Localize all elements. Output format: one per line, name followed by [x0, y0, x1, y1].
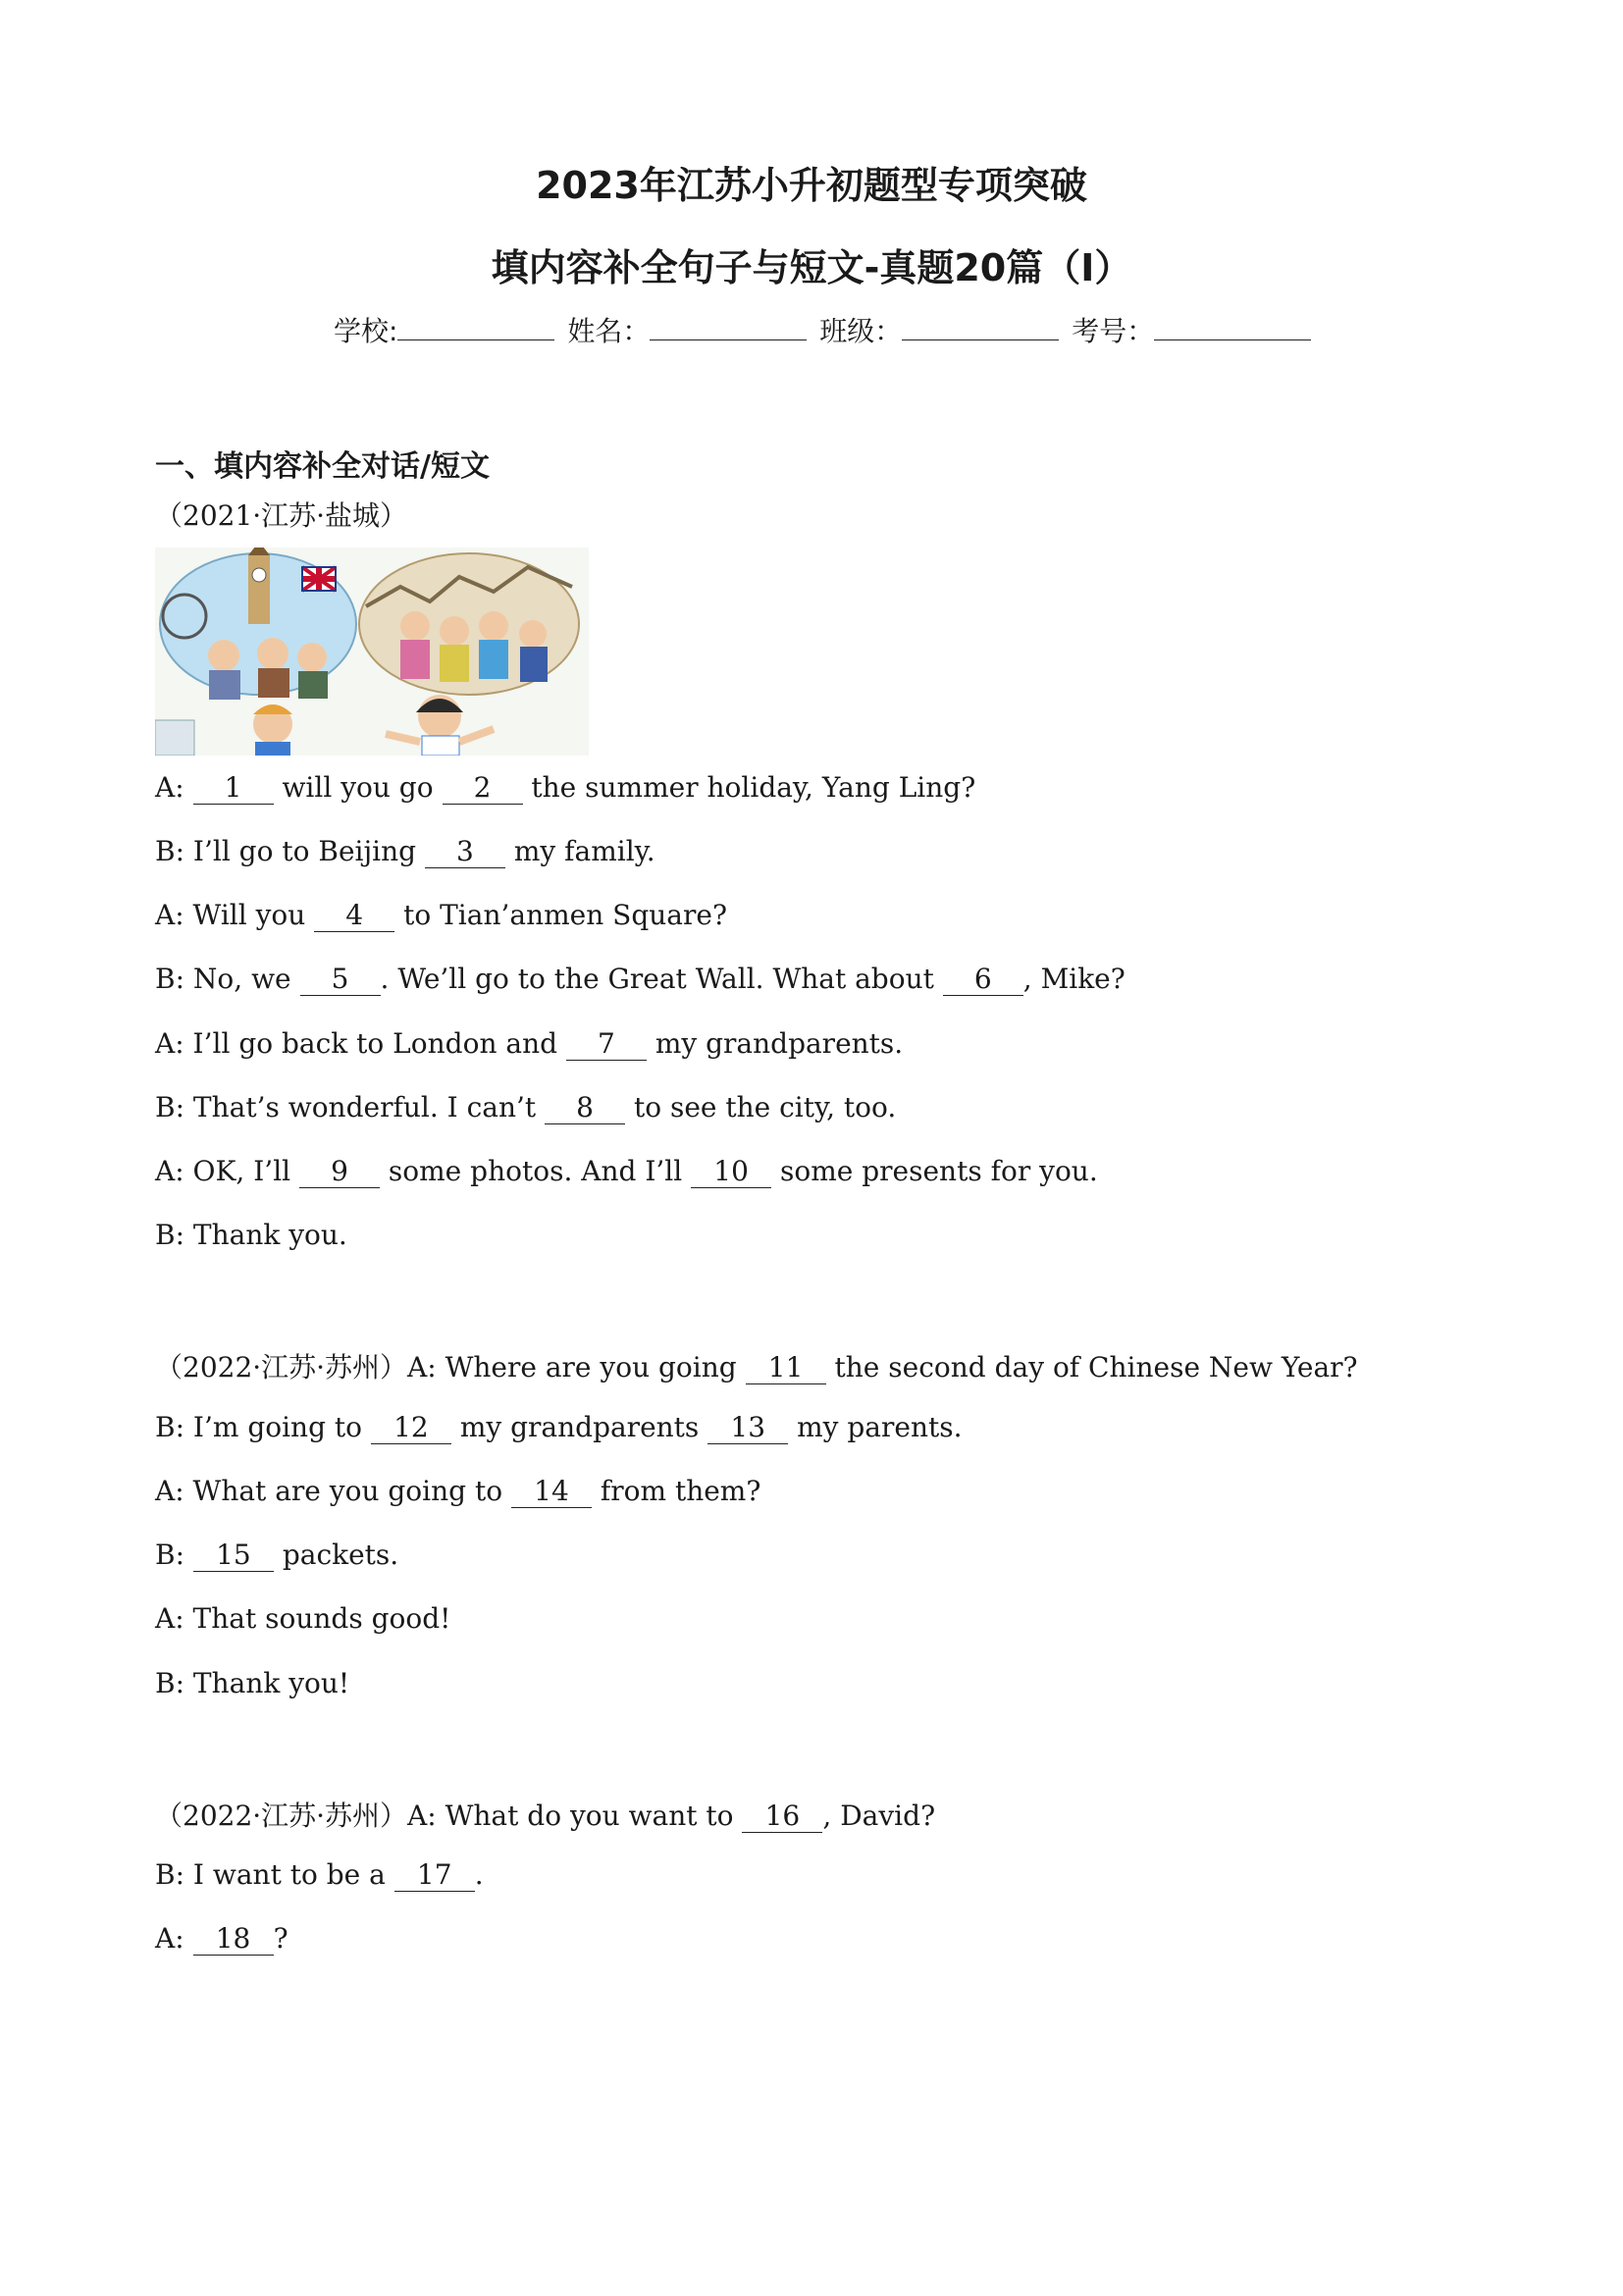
exam-number-label: 考号： — [1072, 315, 1155, 347]
blank-3[interactable]: 3 — [425, 836, 505, 868]
name-label: 姓名： — [567, 315, 651, 347]
passage2-line-5: A: That sounds good! — [155, 1602, 451, 1635]
page-subtitle: 填内容补全句子与短文-真题20篇（Ⅰ） — [491, 246, 1132, 289]
student-info-line — [334, 310, 1315, 349]
blank-7[interactable]: 7 — [566, 1028, 647, 1061]
passage1-line-5: A: I’ll go back to London and 7 my grandparents. — [155, 1027, 904, 1060]
blank-4[interactable]: 4 — [314, 900, 394, 932]
blank-2[interactable]: 2 — [443, 772, 523, 805]
passage1-source: （2021·江苏·盐城） — [155, 499, 408, 532]
passage3-line-1: （2022·江苏·苏州）A: What do you want to 16 , David? — [155, 1800, 936, 1832]
school-label: 学校: — [334, 315, 398, 347]
section-title: 一、填内容补全对话/短文 — [155, 449, 490, 484]
blank-6[interactable]: 6 — [943, 964, 1023, 996]
blank-11[interactable]: 11 — [746, 1352, 826, 1384]
illustration-london-and-great-wall-icon — [155, 548, 589, 756]
passage2-line-1: （2022·江苏·苏州）A: Where are you going 11 the second day of Chinese New Year? — [155, 1351, 1358, 1383]
passage1-line-1: A: 1 will you go 2 the summer holiday, Yang Ling? — [155, 771, 976, 804]
blank-8[interactable]: 8 — [545, 1092, 625, 1124]
page-title: 2023年江苏小升初题型专项突破 — [536, 164, 1087, 207]
blank-15[interactable]: 15 — [193, 1539, 274, 1572]
passage1-line-7: A: OK, I’ll 9 some photos. And I’ll 10 some presents for you. — [155, 1155, 1098, 1187]
passage2-line-2: B: I’m going to 12 my grandparents 13 my parents. — [155, 1411, 963, 1443]
blank-1[interactable]: 1 — [193, 772, 274, 805]
passage2-line-6: B: Thank you! — [155, 1667, 350, 1699]
passage3-line-2: B: I want to be a 17 . — [155, 1858, 484, 1891]
name-blank[interactable] — [650, 318, 807, 340]
passage2-line-4: B: 15 packets. — [155, 1539, 399, 1571]
passage1-line-3: A: Will you 4 to Tian’anmen Square? — [155, 899, 727, 931]
passage1-line-2: B: I’ll go to Beijing 3 my family. — [155, 835, 655, 867]
blank-12[interactable]: 12 — [371, 1412, 451, 1444]
blank-14[interactable]: 14 — [511, 1476, 592, 1508]
passage1-line-6: B: That’s wonderful. I can’t 8 to see the city, too. — [155, 1091, 897, 1123]
blank-10[interactable]: 10 — [691, 1156, 771, 1188]
blank-5[interactable]: 5 — [300, 964, 381, 996]
class-label: 班级： — [819, 315, 903, 347]
exam-number-blank[interactable] — [1154, 318, 1311, 340]
blank-9[interactable]: 9 — [299, 1156, 380, 1188]
passage1-line-8: B: Thank you. — [155, 1219, 347, 1251]
blank-17[interactable]: 17 — [394, 1859, 475, 1892]
blank-18[interactable]: 18 — [193, 1923, 274, 1956]
blank-16[interactable]: 16 — [742, 1800, 822, 1833]
class-blank[interactable] — [902, 318, 1059, 340]
passage3-line-3: A: 18 ? — [155, 1922, 288, 1955]
passage1-line-4: B: No, we 5 . We’ll go to the Great Wall. What about 6 , Mike? — [155, 963, 1126, 995]
school-blank[interactable] — [397, 318, 554, 340]
passage2-line-3: A: What are you going to 14 from them? — [155, 1475, 761, 1507]
blank-13[interactable]: 13 — [707, 1412, 788, 1444]
